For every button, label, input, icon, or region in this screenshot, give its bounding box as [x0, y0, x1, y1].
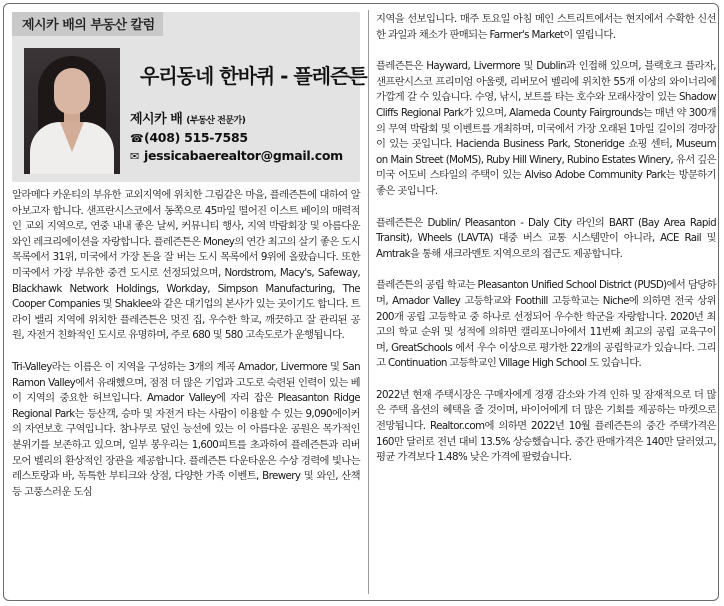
email-address[interactable]: jessicabaerealtor@gmail.com: [144, 148, 343, 163]
envelope-icon: ✉: [130, 150, 139, 163]
paragraph-intro: 알라메다 카운티의 부유한 교외지역에 위치한 그림같은 마을, 플레즌튼에 대하여 알아보고자 합니다. 샌프란시스코에서 동쪽으로 45마일 떨어진 이스트 베이의 매력적인 교외 지역으로, 연중 내내 좋은 날씨, 커뮤니티 행사, 지역 박람회장 및 아름다운 와인 레크리에이션을 자랑합니다. 플레즌튼은 Money의 연간 최고의 살기 좋은 도시 목록에서 31위, 미국에서 가장 돈을 잘 버는 도시 목록에서 9위에 올랐습니다. 또한 미국에서 가장 부유한 중견 도시로 선정되었으며, Nordstrom, Macy's, Safeway, Blackhawk Network Holdings, Workday, Simpson Manufacturing, The Cooper Companies 및 Shaklee와 같은 대기업의 본사가 있는 곳이기도 합니다. 트라이 밸리 지역에 위치한 플레즌튼은 멋진 집, 우수한 학교, 깨끗하고 잘 관리된 공원, 자전거 친화적인 도시로 유명하며, 주로 680 및 580 고속도로가 운행됩니다.: [12, 189, 360, 342]
paragraph-schools: 플레즌튼의 공립 학교는 Pleasanton Unified School District (PUSD)에서 담당하며, Amador Valley 고등학교와 Foothill 고등학교는 Niche에 의하면 전국 상위 200개 공립 고등학교 중 하나로 선정되어 우수한 학군을 자랑합니다. 2020년 최고의 학교 순위 및 성적에 의하면 캘리포니아에서 11번째 최고의 공립 교육구이며, GreatSchools 에서 우수 이상으로 평가한 22개의 공립학교가 있습니다. 그리고 Continuation 고등학교인 Village High School 도 있습니다.: [376, 279, 716, 370]
right-column: [376, 12, 716, 466]
article-headline: 우리동네 한바퀴 - 플레즌튼: [140, 64, 367, 88]
phone-number: (408) 515-7585: [144, 130, 248, 145]
paragraph-downtown-cont: 지역을 선보입니다. 매주 토요일 아침 메인 스트리트에서는 현지에서 수확한 신선한 과일과 채소가 판매되는 Farmer's Market이 열립니다.: [376, 13, 716, 41]
author-name: 제시카 배: [130, 112, 183, 127]
author-info: [130, 108, 343, 163]
paragraph-attractions: 플레즌튼은 Hayward, Livermore 및 Dublin과 인접해 있으며, 블랙호크 플라자, 샌프란시스코 프리미엄 아울렛, 리버모어 벨리에 위치한 55개 이상의 와이너리에 가깝게 갈 수 있습니다. 수영, 낚시, 보트를 타는 호수와 모래사장이 있는 Shadow Cliffs Regional Park가 있으며, Alameda County Fairgrounds는 매년 약 300개의 무역 박람회 및 이벤트를 개최하며, 미국에서 가장 오래된 1마일 길이의 경마장이 있는 곳입니다. Hacienda Business Park, Stoneridge 쇼핑 센터, Museum on Main Street (MoMS), Ruby Hill Winery, Rubino Estates Winery, 유서 깊은 미국 어도비 스타일의 주택이 있는 Alviso Adobe Community Park는 방문하기 좋은 곳입니다.: [376, 60, 716, 197]
header-box: [12, 12, 367, 182]
email-line: [130, 148, 343, 163]
paragraph-tri-valley: Tri-Valley라는 이름은 이 지역을 구성하는 3개의 계곡 Amador, Livermore 및 San Ramon Valley에서 유래했으며, 점점 더 많은 기업과 고도로 숙련된 인력이 있는 베이 지역의 중요한 허브입니다. Amador Valley에 자리 잡은 Pleasanton Ridge Regional Park는 등산객, 승마 및 자전거 타는 사람이 이용할 수 있는 9,090에이커의 자연보호 구역입니다. 참나무로 덮인 능선에 있는 이 아름다운 공원은 목가적인 분위기를 보존하고 있으며, 일부 봉우리는 1,600피트를 초과하여 플레즌튼과 리버모어 벨리의 환상적인 장관을 제공합니다. 플레즌튼 다운타운은 수상 경력에 빛나는 레스토랑과 바, 독특한 부티크와 상점, 다양한 가족 이벤트, Brewery 및 와인, 산책 등 고풍스러운 도심: [12, 360, 360, 498]
phone-line: [130, 130, 343, 145]
author-name-line: [130, 108, 343, 127]
paragraph-housing-market: 2022년 현재 주택시장은 구매자에게 경쟁 감소와 가격 인하 및 잠재적으로 더 많은 주택 옵션의 혜택을 줄 것이며, 바이어에게 더 많은 기회를 제공하는 마켓으로 전망됩니다. Realtor.com에 의하면 2022년 10월 플레즌튼의 중간 주택가격은 160만 달러로 전년 대비 13.5% 상승했습니다. 중간 판매가격은 140만 달러였고, 평균 가격보다 1.48% 낮은 가격에 팔렸습니다.: [376, 388, 716, 464]
paragraph-transit: 플레즌튼은 Dublin/ Pleasanton - Daly City 라인의 BART (Bay Area Rapid Transit), Wheels (LAVTA) 대중 버스 교통 시스템만이 아니라, ACE Rail 및 Amtrak을 통해 새크라멘토 지역으로의 접근도 제공합니다.: [376, 216, 716, 260]
left-column: [12, 12, 367, 500]
column-divider: [368, 10, 369, 594]
phone-icon: ☎: [130, 132, 144, 145]
author-photo: [24, 48, 120, 174]
author-role: (부동산 전문가): [186, 116, 246, 126]
column-title: 제시카 배의 부동산 칼럼: [12, 12, 163, 36]
article-frame: [3, 3, 719, 601]
